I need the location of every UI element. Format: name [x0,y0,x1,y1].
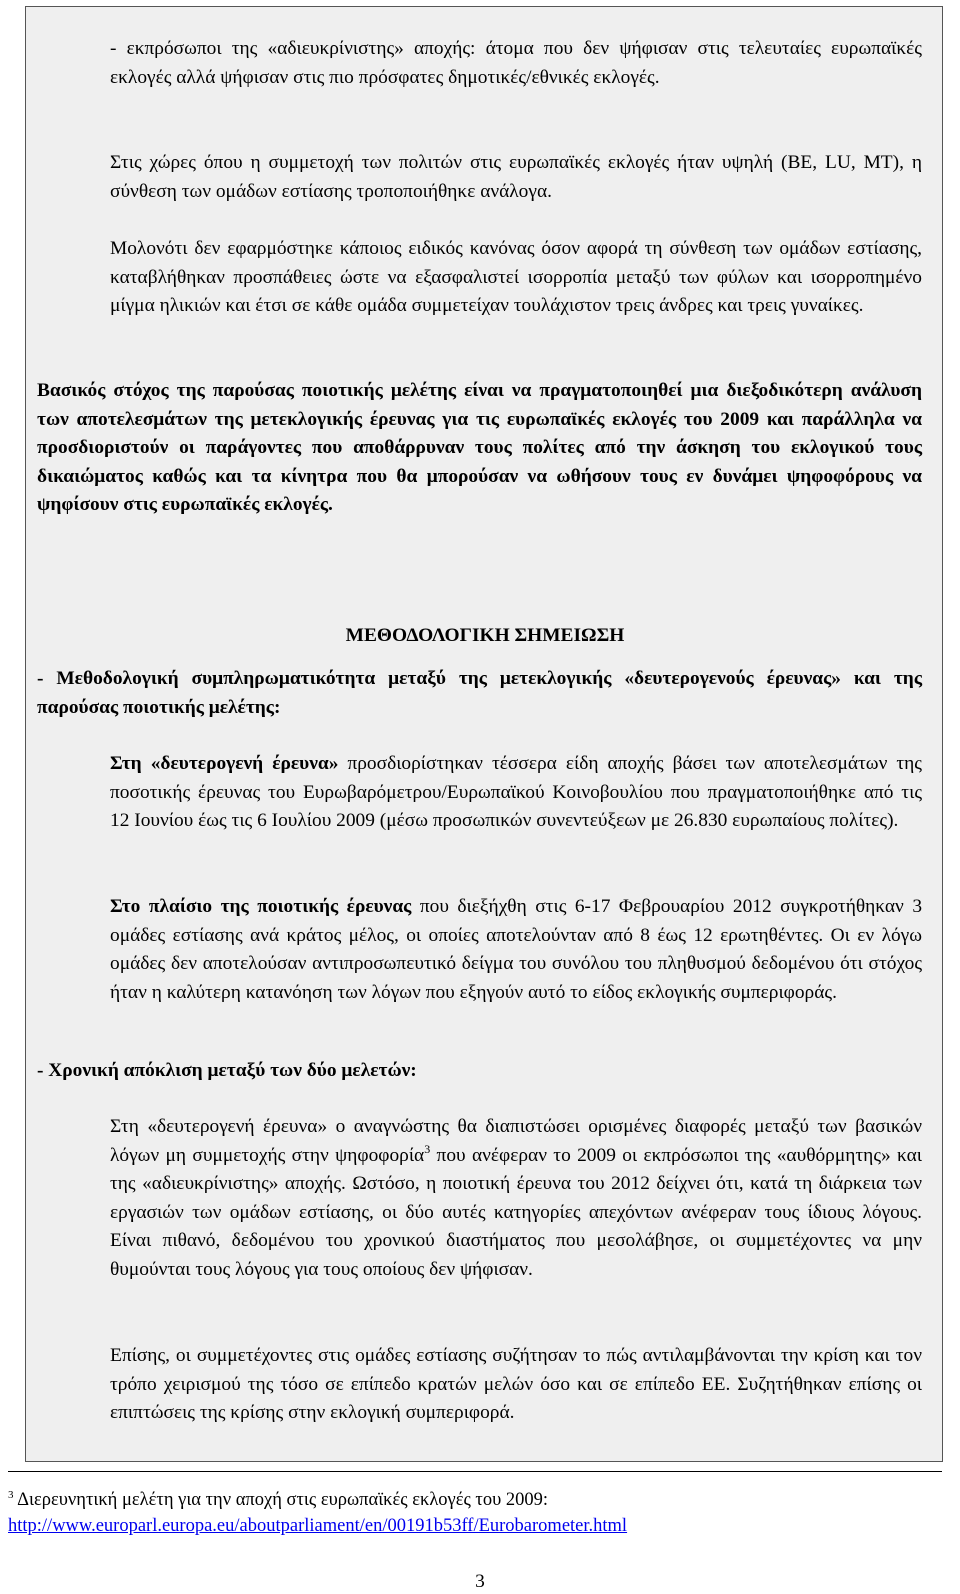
footnote-marker: 3 [8,1489,14,1501]
footnote-separator [8,1471,942,1472]
paragraph-unspecified-abstention: - εκπρόσωποι της «αδιευκρίνιστης» αποχής: άτομα που δεν ψήφισαν στις τελευταίες ευρωπαϊκές εκλογές αλλά ψήφισαν στις πιο πρόσφατες δημοτικές/εθνικές εκλογές. [110,38,922,88]
footnote-link[interactable]: http://www.europarl.europa.eu/aboutparliament/en/00191b53ff/Eurobarometer.html [8,1516,628,1536]
qualitative-research-text: που διεξήχθη στις 6-17 Φεβρουαρίου 2012 συγκροτήθηκαν 3 ομάδες εστίασης ανά κράτος μέλος, οι οποίες αποτελούνταν από 8 έως 12 ερωτηθέντες. Οι εν λόγω ομάδες δεν αποτελούσαν αντιπροσωπευτικό δείγμα του συνόλου του πληθυσμού δεδομένου ότι στόχος ήταν η καλύτερη κατανόηση των λόγων που εξηγούν αυτό το είδος εκλογικής συμπεριφοράς. [110,896,923,1003]
heading-time-gap: - Χρονική απόκλιση μεταξύ των δύο μελετών: [37,1060,417,1081]
paragraph-crisis-discussion: Επίσης, οι συμμετέχοντες στις ομάδες εστίασης συζήτησαν το πώς αντιλαμβάνονται την κρίση και τον τρόπο χειρισμού της τόσο σε επίπεδο κρατών μελών όσο και σε επίπεδο ΕΕ. Συζητήθηκαν επίσης οι επιπτώσεις της κρίσης στην εκλογική συμπεριφορά. [110,1345,922,1424]
content-box [25,6,943,1462]
paragraph-secondary-research [110,750,922,836]
footnote [8,1487,948,1539]
paragraph-main-objective: Βασικός στόχος της παρούσας ποιοτικής μελέτης είναι να πραγματοποιηθεί μια διεξοδικότερη ανάλυση των αποτελεσμάτων της μετεκλογικής έρευνας για τις ευρωπαϊκές εκλογές του 2009 και παράλληλα να προσδιοριστούν οι παράγοντες που αποθάρρυναν τους πολίτες από την άσκηση του εκλογικού τους δικαιώματος καθώς και τα κίνητρα που θα μπορούσαν να ωθήσουν τους εν δυνάμει ψηφοφόρους να ψηφίσουν στις ευρωπαϊκές εκλογές. [37,380,922,516]
paragraph-group-composition: Μολονότι δεν εφαρμόστηκε κάποιος ειδικός κανόνας όσον αφορά τη σύνθεση των ομάδων εστίασης, καταβλήθηκαν προσπάθειες ώστε να εξασφαλιστεί ισορροπία μεταξύ των φύλων και ισορροπημένο μίγμα ηλικιών και έτσι σε κάθε ομάδα συμμετείχαν τουλάχιστον τρεις άνδρες και τρεις γυναίκες. [110,238,922,317]
paragraph-high-turnout-countries: Στις χώρες όπου η συμμετοχή των πολιτών στις ευρωπαϊκές εκλογές ήταν υψηλή (BE, LU, MT), η σύνθεση των ομάδων εστίασης τροποποιήθηκε ανάλογα. [110,152,922,202]
page-number: 3 [475,1571,485,1592]
secondary-research-lead: Στη «δευτερογενή έρευνα» [110,753,339,774]
paragraph-qualitative-research [110,893,922,1007]
footnote-reference[interactable]: 3 [424,1141,431,1156]
differences-text-b: που ανέφεραν το 2009 οι εκπρόσωποι της «αυθόρμητης» και της «αδιευκρίνιστης» αποχής. Ωστόσο, η ποιοτική έρευνα του 2012 δείχνει ότι, κατά τη διάρκεια των εργασιών των ομάδων εστίασης, οι δύο αυτές κατηγορίες απεχόντων ανέφεραν τους ίδιους λόγους. Είναι πιθανό, δεδομένου του χρονικού διαστήματος που μεσολάβησε, οι συμμετέχοντες να μην θυμούνται τους λόγους για τους οποίους δεν ψήφισαν. [110,1144,922,1280]
section-title: ΜΕΘΟΔΟΛΟΓΙΚΗ ΣΗΜΕΙΩΣΗ [345,625,625,646]
secondary-research-text: προσδιορίστηκαν τέσσερα είδη αποχής βάσει των αποτελεσμάτων της ποσοτικής έρευνας του Ευρωβαρόμετρου/Ευρωπαϊκού Κοινοβουλίου που πραγματοποιήθηκε από τις 12 Ιουνίου έως τις 6 Ιουλίου 2009 (μέσω προσωπικών συνεντεύξεων με 26.830 ευρωπαίους πολίτες). [110,753,922,832]
paragraph-differences [110,1113,922,1285]
differences-text-a: Στη «δευτερογενή έρευνα» ο αναγνώστης θα διαπιστώσει ορισμένες διαφορές μεταξύ των βασικών λόγων μη συμμετοχής στην ψηφοφορία [110,1116,922,1166]
qualitative-research-lead: Στο πλαίσιο της ποιοτικής έρευνας [110,896,412,917]
footnote-text: Διερευνητική μελέτη για την αποχή στις ευρωπαϊκές εκλογές του 2009: [13,1490,549,1510]
heading-methodological-complementarity: - Μεθοδολογική συμπληρωματικότητα μεταξύ της μετεκλογικής «δευτερογενούς έρευνας» και της παρούσας ποιοτικής μελέτης: [37,668,922,718]
